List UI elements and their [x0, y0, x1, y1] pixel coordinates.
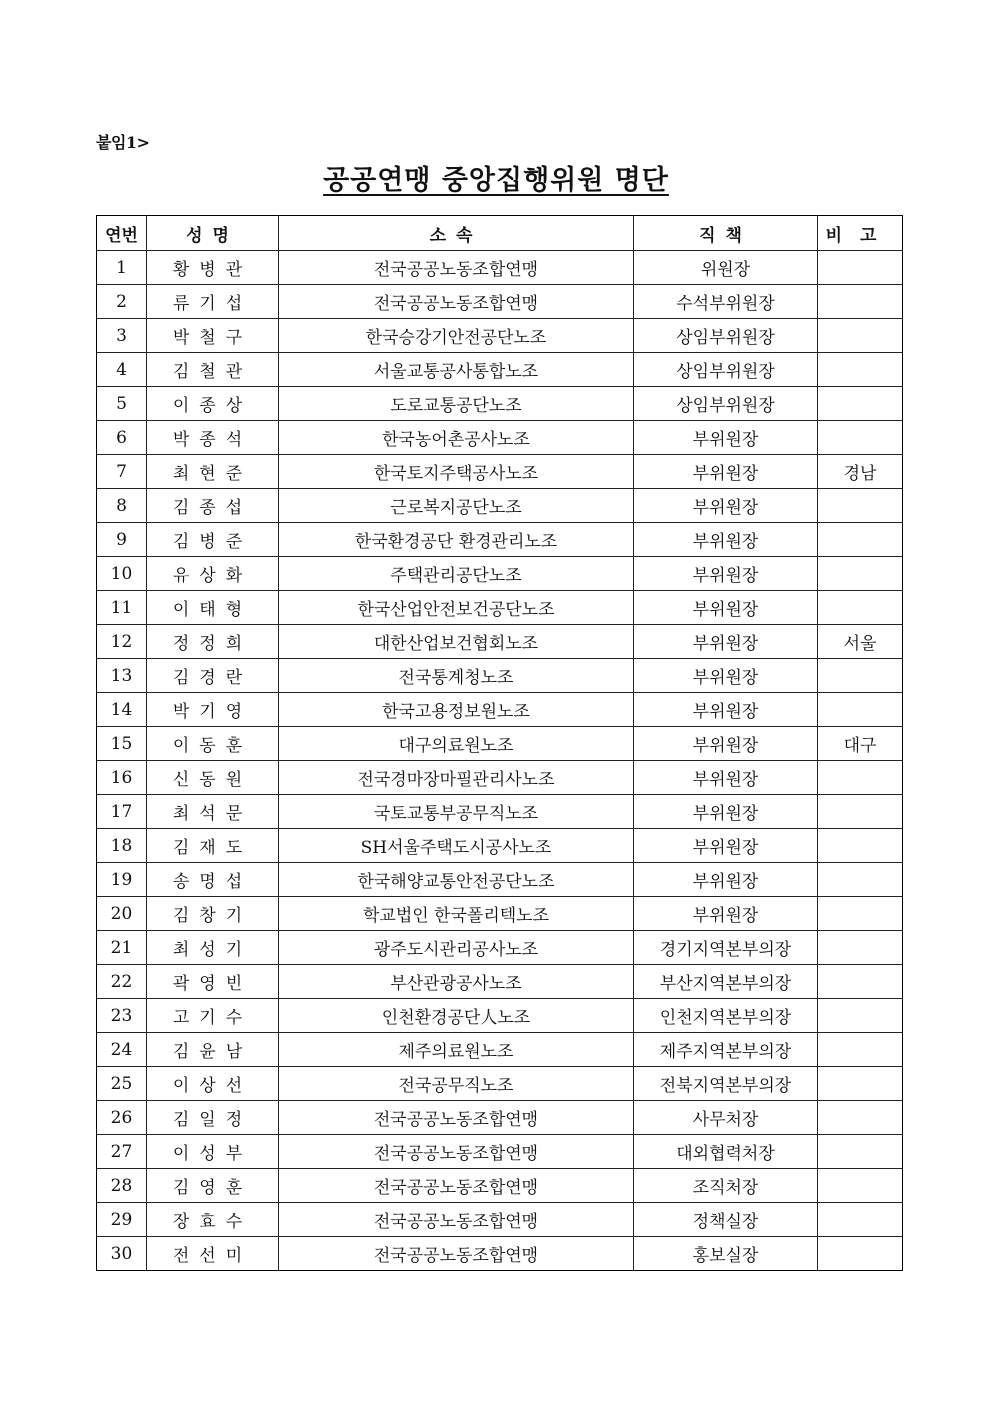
header-name: 성명: [147, 216, 279, 251]
cell-name: 장효수: [147, 1203, 279, 1237]
cell-note: [818, 761, 903, 795]
cell-no: 18: [97, 829, 147, 863]
cell-org: 전국공공노동조합연맹: [279, 1101, 634, 1135]
cell-note: [818, 489, 903, 523]
cell-no: 15: [97, 727, 147, 761]
cell-position: 사무처장: [634, 1101, 818, 1135]
cell-note: [818, 795, 903, 829]
cell-org: 대구의료원노조: [279, 727, 634, 761]
table-body: [97, 251, 903, 1271]
cell-note: [818, 557, 903, 591]
table-row: [97, 1101, 903, 1135]
cell-name: 고기수: [147, 999, 279, 1033]
cell-name: 박기영: [147, 693, 279, 727]
table-row: [97, 1033, 903, 1067]
document-title: 공공연맹 중앙집행위원 명단: [323, 165, 669, 196]
cell-org: 서울교통공사통합노조: [279, 353, 634, 387]
member-roster-table: [96, 215, 903, 1271]
cell-name: 신동원: [147, 761, 279, 795]
cell-position: 대외협력처장: [634, 1135, 818, 1169]
cell-no: 7: [97, 455, 147, 489]
table-row: [97, 727, 903, 761]
cell-no: 30: [97, 1237, 147, 1271]
cell-no: 25: [97, 1067, 147, 1101]
cell-note: [818, 421, 903, 455]
cell-no: 27: [97, 1135, 147, 1169]
cell-name: 김재도: [147, 829, 279, 863]
cell-position: 부산지역본부의장: [634, 965, 818, 999]
cell-position: 부위원장: [634, 863, 818, 897]
cell-note: [818, 931, 903, 965]
cell-note: [818, 1033, 903, 1067]
cell-name: 김창기: [147, 897, 279, 931]
table-row: [97, 591, 903, 625]
table-row: [97, 455, 903, 489]
cell-position: 상임부위원장: [634, 319, 818, 353]
cell-position: 상임부위원장: [634, 353, 818, 387]
cell-org: SH서울주택도시공사노조: [279, 829, 634, 863]
cell-name: 최현준: [147, 455, 279, 489]
cell-no: 28: [97, 1169, 147, 1203]
header-no: 연번: [97, 216, 147, 251]
table-row: [97, 693, 903, 727]
cell-name: 정정희: [147, 625, 279, 659]
cell-name: 최성기: [147, 931, 279, 965]
cell-note: [818, 693, 903, 727]
cell-no: 14: [97, 693, 147, 727]
cell-position: 부위원장: [634, 557, 818, 591]
cell-name: 류기섭: [147, 285, 279, 319]
cell-no: 9: [97, 523, 147, 557]
cell-org: 전국공공노동조합연맹: [279, 1135, 634, 1169]
table-row: [97, 659, 903, 693]
cell-note: [818, 897, 903, 931]
cell-position: 부위원장: [634, 489, 818, 523]
cell-org: 인천환경공단人노조: [279, 999, 634, 1033]
cell-note: [818, 1203, 903, 1237]
cell-position: 제주지역본부의장: [634, 1033, 818, 1067]
cell-position: 위원장: [634, 251, 818, 285]
cell-position: 부위원장: [634, 829, 818, 863]
cell-position: 부위원장: [634, 795, 818, 829]
table-row: [97, 999, 903, 1033]
cell-position: 조직처장: [634, 1169, 818, 1203]
cell-no: 2: [97, 285, 147, 319]
cell-org: 한국산업안전보건공단노조: [279, 591, 634, 625]
cell-no: 22: [97, 965, 147, 999]
cell-note: [818, 285, 903, 319]
cell-position: 부위원장: [634, 727, 818, 761]
cell-no: 3: [97, 319, 147, 353]
cell-note: [818, 965, 903, 999]
cell-position: 부위원장: [634, 421, 818, 455]
cell-no: 21: [97, 931, 147, 965]
cell-position: 정책실장: [634, 1203, 818, 1237]
cell-no: 12: [97, 625, 147, 659]
table-header-row: [97, 216, 903, 251]
cell-note: [818, 251, 903, 285]
table-row: [97, 557, 903, 591]
table-row: [97, 863, 903, 897]
cell-org: 주택관리공단노조: [279, 557, 634, 591]
cell-name: 전선미: [147, 1237, 279, 1271]
cell-org: 전국경마장마필관리사노조: [279, 761, 634, 795]
cell-name: 김윤남: [147, 1033, 279, 1067]
cell-note: [818, 1169, 903, 1203]
cell-org: 한국환경공단 환경관리노조: [279, 523, 634, 557]
cell-no: 23: [97, 999, 147, 1033]
table-row: [97, 931, 903, 965]
cell-org: 근로복지공단노조: [279, 489, 634, 523]
cell-no: 4: [97, 353, 147, 387]
cell-name: 김영훈: [147, 1169, 279, 1203]
cell-note: [818, 1067, 903, 1101]
cell-note: [818, 659, 903, 693]
cell-no: 13: [97, 659, 147, 693]
cell-note: [818, 1135, 903, 1169]
cell-no: 1: [97, 251, 147, 285]
header-note: 비고: [818, 216, 903, 251]
table-row: [97, 1169, 903, 1203]
cell-note: 대구: [818, 727, 903, 761]
table-row: [97, 285, 903, 319]
cell-name: 김일정: [147, 1101, 279, 1135]
cell-no: 5: [97, 387, 147, 421]
cell-note: [818, 353, 903, 387]
cell-org: 한국농어촌공사노조: [279, 421, 634, 455]
cell-position: 부위원장: [634, 693, 818, 727]
cell-name: 김경란: [147, 659, 279, 693]
cell-note: [818, 999, 903, 1033]
cell-name: 이상선: [147, 1067, 279, 1101]
cell-org: 국토교통부공무직노조: [279, 795, 634, 829]
cell-no: 10: [97, 557, 147, 591]
cell-note: 경남: [818, 455, 903, 489]
cell-note: [818, 591, 903, 625]
cell-no: 19: [97, 863, 147, 897]
header-position: 직책: [634, 216, 818, 251]
cell-org: 도로교통공단노조: [279, 387, 634, 421]
cell-no: 11: [97, 591, 147, 625]
cell-no: 16: [97, 761, 147, 795]
cell-note: [818, 523, 903, 557]
cell-name: 이태형: [147, 591, 279, 625]
table-row: [97, 965, 903, 999]
cell-org: 전국공공노동조합연맹: [279, 1203, 634, 1237]
cell-name: 최석문: [147, 795, 279, 829]
table-row: [97, 625, 903, 659]
cell-note: [818, 1101, 903, 1135]
table-row: [97, 1135, 903, 1169]
cell-no: 26: [97, 1101, 147, 1135]
cell-name: 이성부: [147, 1135, 279, 1169]
cell-note: [818, 319, 903, 353]
document-title-wrap: [0, 158, 992, 197]
cell-position: 상임부위원장: [634, 387, 818, 421]
cell-position: 부위원장: [634, 455, 818, 489]
cell-no: 6: [97, 421, 147, 455]
cell-note: 서울: [818, 625, 903, 659]
cell-name: 이종상: [147, 387, 279, 421]
cell-name: 송명섭: [147, 863, 279, 897]
table-row: [97, 523, 903, 557]
cell-org: 학교법인 한국폴리텍노조: [279, 897, 634, 931]
cell-no: 20: [97, 897, 147, 931]
cell-name: 박종석: [147, 421, 279, 455]
cell-position: 경기지역본부의장: [634, 931, 818, 965]
cell-org: 전국공공노동조합연맹: [279, 285, 634, 319]
table-row: [97, 387, 903, 421]
cell-org: 한국고용정보원노조: [279, 693, 634, 727]
cell-org: 전국공공노동조합연맹: [279, 1237, 634, 1271]
header-org: 소속: [279, 216, 634, 251]
cell-name: 김종섭: [147, 489, 279, 523]
cell-position: 홍보실장: [634, 1237, 818, 1271]
table-row: [97, 353, 903, 387]
cell-note: [818, 829, 903, 863]
cell-position: 부위원장: [634, 523, 818, 557]
cell-note: [818, 863, 903, 897]
cell-org: 전국공공노동조합연맹: [279, 1169, 634, 1203]
cell-note: [818, 1237, 903, 1271]
cell-name: 김병준: [147, 523, 279, 557]
cell-position: 부위원장: [634, 897, 818, 931]
cell-position: 부위원장: [634, 659, 818, 693]
cell-position: 부위원장: [634, 761, 818, 795]
cell-org: 한국해양교통안전공단노조: [279, 863, 634, 897]
cell-no: 29: [97, 1203, 147, 1237]
attachment-label: 붙임1>: [96, 133, 150, 152]
cell-position: 인천지역본부의장: [634, 999, 818, 1033]
table-row: [97, 1237, 903, 1271]
cell-name: 곽영빈: [147, 965, 279, 999]
cell-no: 8: [97, 489, 147, 523]
cell-note: [818, 387, 903, 421]
cell-org: 제주의료원노조: [279, 1033, 634, 1067]
cell-position: 부위원장: [634, 591, 818, 625]
cell-org: 한국토지주택공사노조: [279, 455, 634, 489]
cell-name: 유상화: [147, 557, 279, 591]
table-row: [97, 319, 903, 353]
cell-name: 이동훈: [147, 727, 279, 761]
cell-name: 박철구: [147, 319, 279, 353]
cell-org: 대한산업보건협회노조: [279, 625, 634, 659]
table-row: [97, 795, 903, 829]
cell-position: 수석부위원장: [634, 285, 818, 319]
cell-org: 전국통계청노조: [279, 659, 634, 693]
cell-org: 한국승강기안전공단노조: [279, 319, 634, 353]
cell-org: 부산관광공사노조: [279, 965, 634, 999]
table-row: [97, 1067, 903, 1101]
table-row: [97, 897, 903, 931]
table-row: [97, 761, 903, 795]
table-row: [97, 489, 903, 523]
cell-org: 전국공무직노조: [279, 1067, 634, 1101]
table-row: [97, 251, 903, 285]
cell-org: 광주도시관리공사노조: [279, 931, 634, 965]
cell-position: 전북지역본부의장: [634, 1067, 818, 1101]
table-row: [97, 421, 903, 455]
cell-name: 김철관: [147, 353, 279, 387]
table-row: [97, 829, 903, 863]
cell-no: 24: [97, 1033, 147, 1067]
cell-no: 17: [97, 795, 147, 829]
table-row: [97, 1203, 903, 1237]
cell-org: 전국공공노동조합연맹: [279, 251, 634, 285]
cell-position: 부위원장: [634, 625, 818, 659]
cell-name: 황병관: [147, 251, 279, 285]
